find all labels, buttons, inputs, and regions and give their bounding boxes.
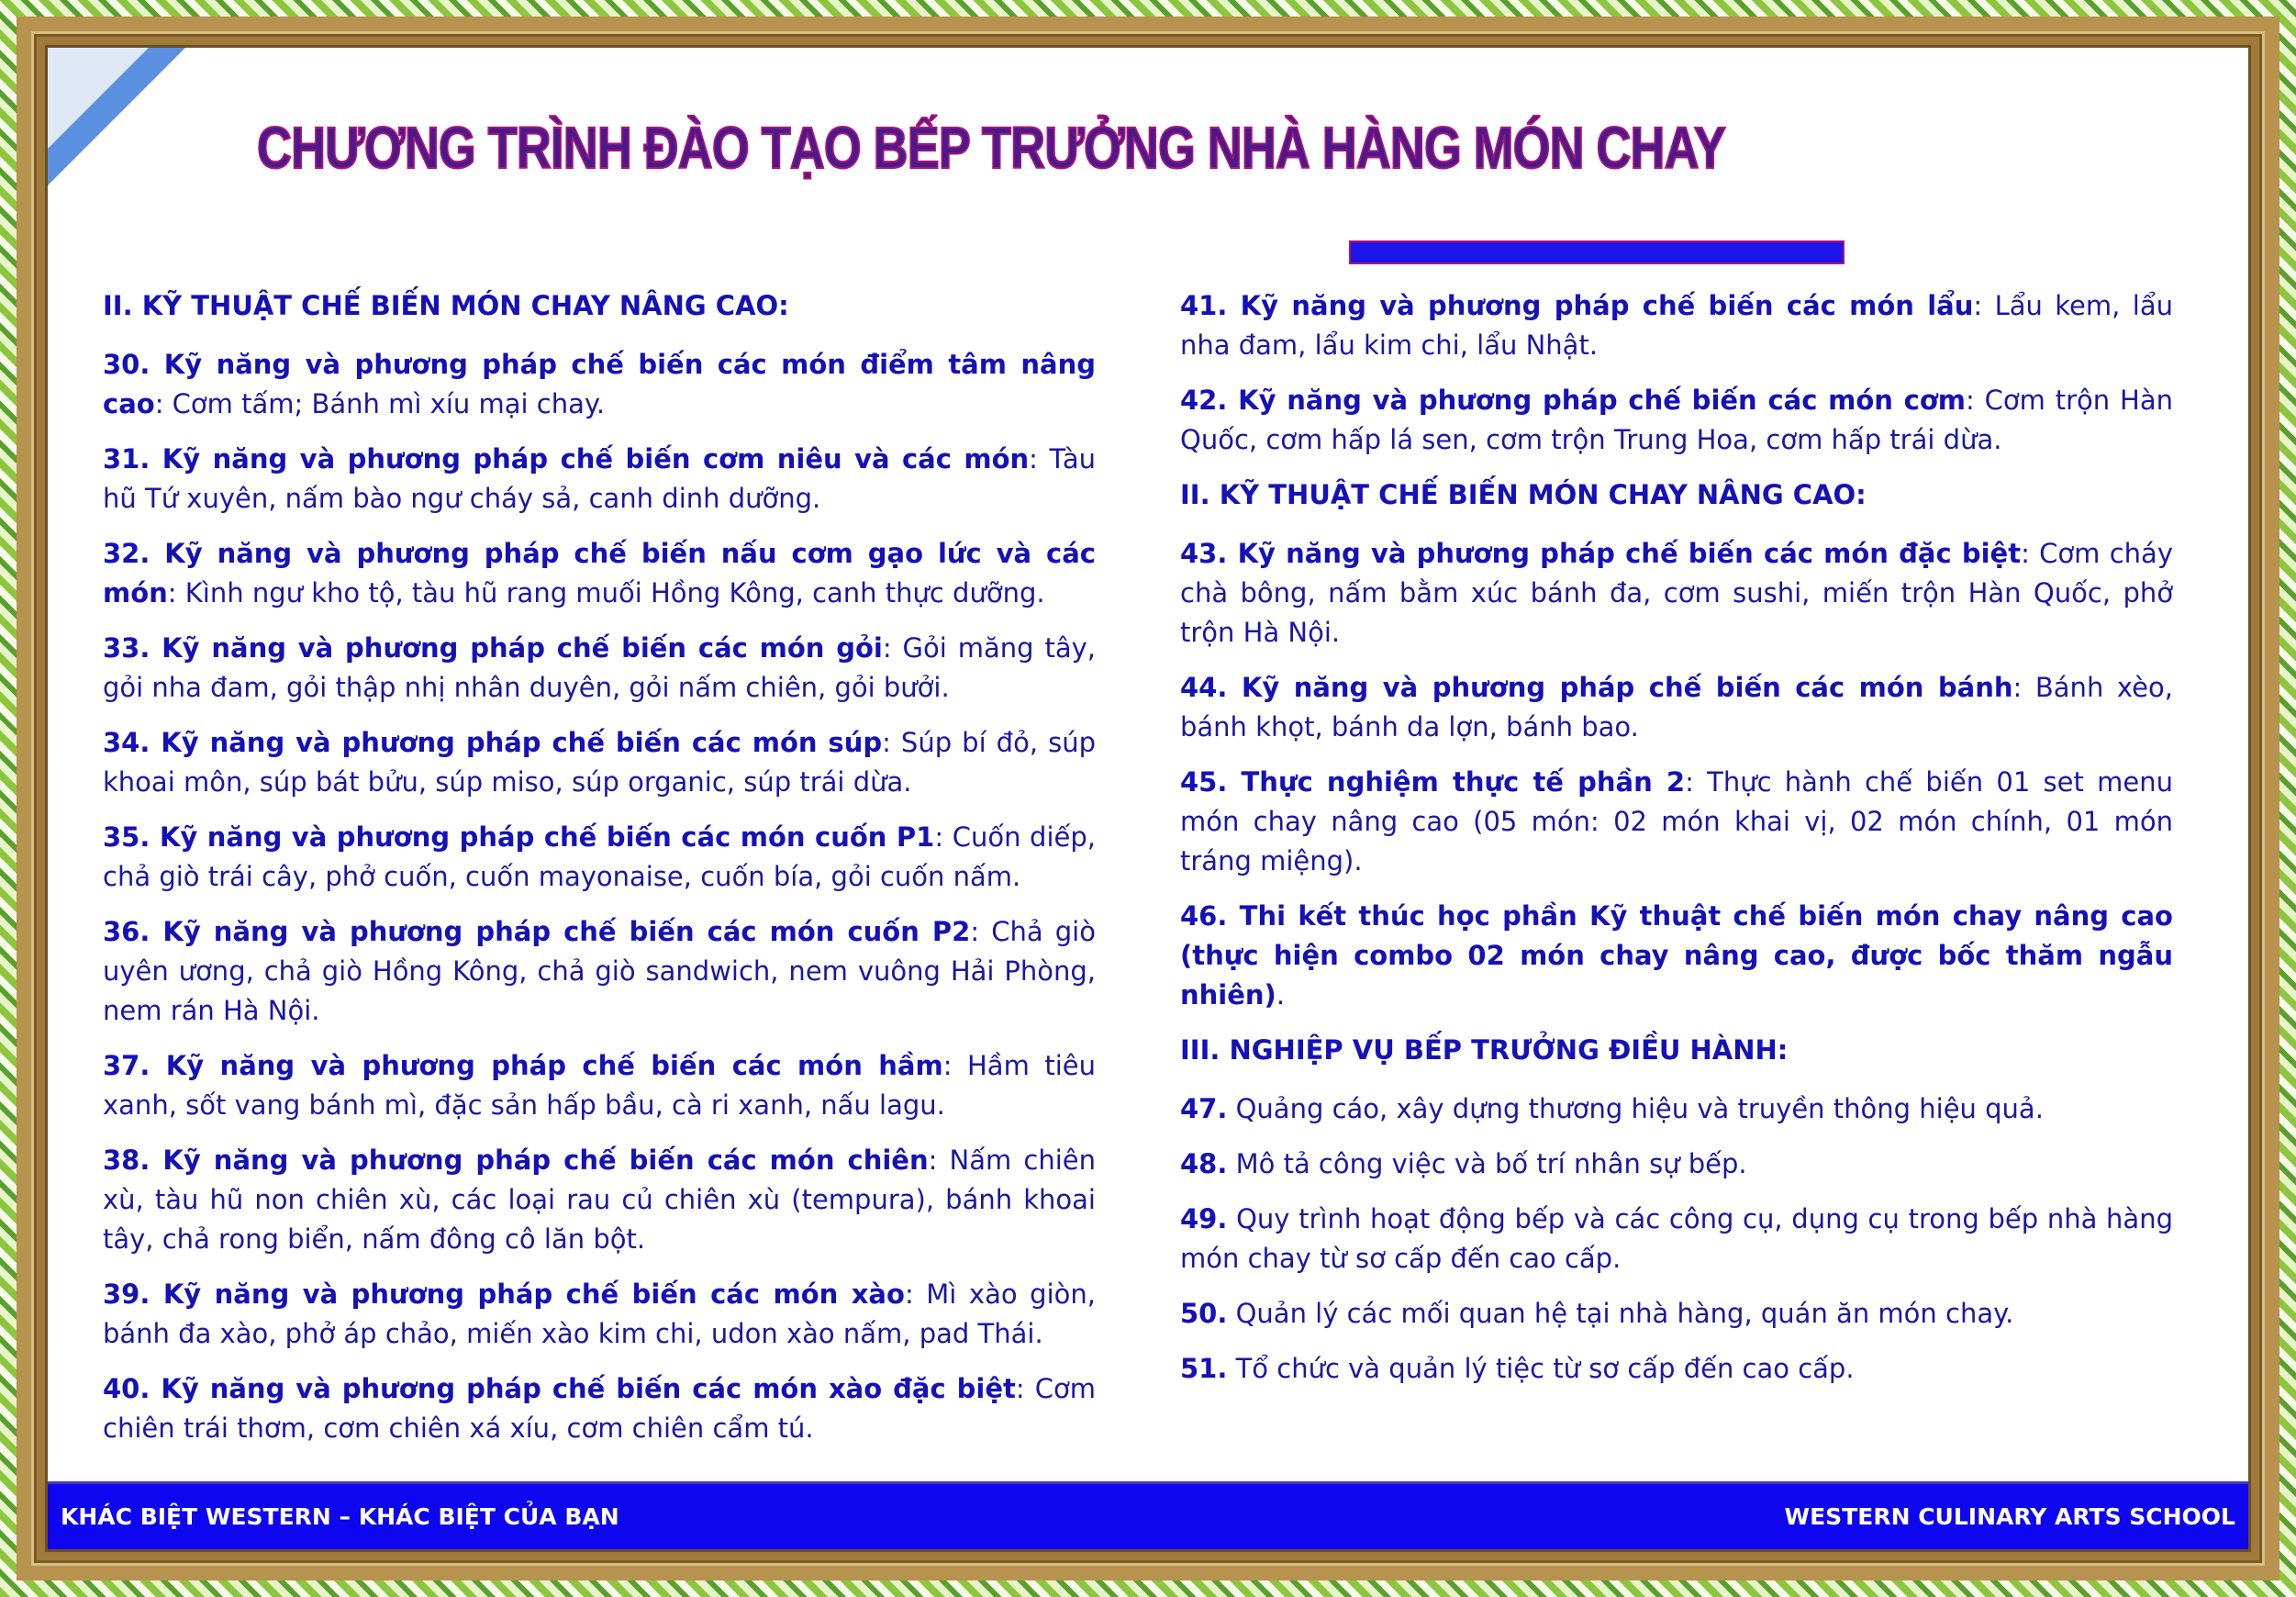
section-heading: II. KỸ THUẬT CHẾ BIẾN MÓN CHAY NÂNG CAO: (103, 290, 789, 321)
curriculum-item (103, 1369, 1096, 1448)
item-detail: Quản lý các mối quan hệ tại nhà hàng, quán ăn món chay. (1227, 1298, 2014, 1329)
curriculum-item (103, 1141, 1096, 1259)
item-detail: : Lẩu kem, lẩu nha đam, lẩu kim chi, lẩu Nhật. (1180, 290, 2173, 361)
curriculum-item (103, 345, 1096, 424)
right-item-list-a (1180, 286, 2173, 460)
curriculum-item (1180, 897, 2173, 1015)
footer-bar (48, 1481, 2248, 1549)
item-detail: : Kình ngư kho tộ, tàu hũ rang muối Hồng Kông, canh thực dưỡng. (167, 577, 1045, 609)
item-detail: Mô tả công việc và bố trí nhân sự bếp. (1227, 1148, 1747, 1179)
curriculum-item (103, 440, 1096, 519)
right-item-list-c (1180, 1089, 2173, 1389)
item-title: 33. Kỹ năng và phương pháp chế biến các món gỏi (103, 632, 883, 664)
item-title: 32. Kỹ năng và phương pháp chế biến nấu cơm gạo lức và các món (103, 538, 1096, 609)
item-title: 51. (1180, 1353, 1228, 1384)
item-detail: : Thực hành chế biến 01 set menu món chay nâng cao (05 món: 02 món khai vị, 02 món chính, 01 món tráng miệng). (1180, 766, 2173, 877)
item-title: 35. Kỹ năng và phương pháp chế biến các món cuốn P1 (103, 821, 935, 853)
item-detail: : Nấm chiên xù, tàu hũ non chiên xù, các loại rau củ chiên xù (tempura), bánh khoai tây, chả rong biển, nấm đông cô lăn bột. (103, 1145, 1096, 1255)
right-item-list-b (1180, 534, 2173, 1015)
item-detail: : Hầm tiêu xanh, sốt vang bánh mì, đặc sản hấp bầu, cà ri xanh, nấu lagu. (103, 1050, 1096, 1121)
page-curl-decoration (48, 48, 185, 185)
item-detail: Quy trình hoạt động bếp và các công cụ, dụng cụ trong bếp nhà hàng món chay từ sơ cấp đến cao cấp. (1180, 1203, 2173, 1274)
item-title: 42. Kỹ năng và phương pháp chế biến các món cơm (1180, 385, 1967, 416)
curriculum-item (103, 1275, 1096, 1354)
item-title: 46. Thi kết thúc học phần Kỹ thuật chế biến món chay nâng cao (thực hiện combo 02 món chay nâng cao, được bốc thăm ngẫu nhiên) (1180, 900, 2173, 1011)
item-detail: : Cơm trộn Hàn Quốc, cơm hấp lá sen, cơm trộn Trung Hoa, cơm hấp trái dừa. (1180, 385, 2174, 455)
item-detail: Tổ chức và quản lý tiệc từ sơ cấp đến cao cấp. (1227, 1353, 1855, 1384)
curriculum-item (1180, 1294, 2173, 1334)
curriculum-item (1180, 1349, 2173, 1389)
footer-school-name: WESTERN CULINARY ARTS SCHOOL (1784, 1503, 2235, 1530)
item-title: 34. Kỹ năng và phương pháp chế biến các món súp (103, 727, 883, 758)
curriculum-item (103, 629, 1096, 708)
curriculum-item (1180, 381, 2173, 460)
item-title: 39. Kỹ năng và phương pháp chế biến các món xào (103, 1279, 905, 1310)
curriculum-item (103, 818, 1096, 897)
item-title: 49. (1180, 1203, 1228, 1234)
item-detail: : Tàu hũ Tứ xuyên, nấm bào ngư cháy sả, canh dinh dưỡng. (103, 443, 1096, 514)
page-title: CHƯƠNG TRÌNH ĐÀO TẠO BẾP TRƯỞNG NHÀ HÀNG MÓN CHAY (257, 115, 1726, 181)
item-title: 36. Kỹ năng và phương pháp chế biến các món cuốn P2 (103, 916, 971, 947)
left-item-list (103, 345, 1096, 1448)
curriculum-item (1180, 1145, 2173, 1184)
slide-page (48, 48, 2248, 1549)
right-column (1180, 286, 2173, 1404)
item-detail: : Gỏi măng tây, gỏi nha đam, gỏi thập nhị nhân duyên, gỏi nấm chiên, gỏi bưởi. (103, 632, 1097, 703)
item-title: 38. Kỹ năng và phương pháp chế biến các món chiên (103, 1145, 929, 1176)
item-title: 45. Thực nghiệm thực tế phần 2 (1180, 766, 1686, 798)
item-detail: : Cuốn diếp, chả giò trái cây, phở cuốn, cuốn mayonaise, cuốn bía, gỏi cuốn nấm. (103, 821, 1096, 892)
item-title: 41. Kỹ năng và phương pháp chế biến các món lẩu (1180, 290, 1974, 321)
item-title: 31. Kỹ năng và phương pháp chế biến cơm niêu và các món (103, 443, 1030, 475)
item-title: 37. Kỹ năng và phương pháp chế biến các món hầm (103, 1050, 943, 1081)
item-detail: : Chả giò uyên ương, chả giò Hồng Kông, chả giò sandwich, nem vuông Hải Phòng, nem rán Hà Nội. (103, 916, 1096, 1026)
item-detail: : Cơm cháy chà bông, nấm bằm xúc bánh đa, cơm sushi, miến trộn Hàn Quốc, phở trộn Hà Nội. (1180, 538, 2173, 648)
item-title: 30. Kỹ năng và phương pháp chế biến các món điểm tâm nâng cao (103, 349, 1096, 419)
curriculum-item (1180, 1200, 2173, 1279)
item-detail: : Súp bí đỏ, súp khoai môn, súp bát bửu, súp miso, súp organic, súp trái dừa. (103, 727, 1096, 798)
item-detail: : Bánh xèo, bánh khọt, bánh da lợn, bánh bao. (1180, 672, 2173, 743)
item-title: 40. Kỹ năng và phương pháp chế biến các món xào đặc biệt (103, 1373, 1016, 1404)
title-underline-bar (1349, 240, 1845, 264)
item-detail: : Cơm chiên trái thơm, cơm chiên xá xíu, cơm chiên cẩm tú. (103, 1373, 1097, 1444)
curriculum-item (1180, 668, 2173, 747)
item-detail: : Mì xào giòn, bánh đa xào, phở áp chảo, miến xào kim chi, udon xào nấm, pad Thái. (103, 1279, 1096, 1349)
curriculum-item (103, 534, 1096, 613)
item-title: 44. Kỹ năng và phương pháp chế biến các món bánh (1180, 672, 2013, 703)
footer-slogan: KHÁC BIỆT WESTERN – KHÁC BIỆT CỦA BẠN (61, 1503, 619, 1530)
curriculum-item (103, 723, 1096, 802)
item-title: 48. (1180, 1148, 1228, 1179)
curriculum-item (103, 912, 1096, 1031)
curriculum-item (1180, 763, 2173, 881)
item-detail: . (1276, 979, 1286, 1011)
section-heading: III. NGHIỆP VỤ BẾP TRƯỞNG ĐIỀU HÀNH: (1180, 1034, 1789, 1066)
curriculum-item (1180, 1089, 2173, 1129)
item-title: 47. (1180, 1093, 1228, 1124)
curriculum-item (1180, 286, 2173, 365)
item-title: 43. Kỹ năng và phương pháp chế biến các món đặc biệt (1180, 538, 2022, 569)
left-column (103, 286, 1096, 1464)
curriculum-item (103, 1046, 1096, 1125)
curriculum-item (1180, 534, 2173, 653)
item-detail: : Cơm tấm; Bánh mì xíu mại chay. (154, 388, 606, 419)
section-heading: II. KỸ THUẬT CHẾ BIẾN MÓN CHAY NÂNG CAO: (1180, 479, 1867, 510)
item-title: 50. (1180, 1298, 1228, 1329)
item-detail: Quảng cáo, xây dựng thương hiệu và truyền thông hiệu quả. (1227, 1093, 2044, 1124)
